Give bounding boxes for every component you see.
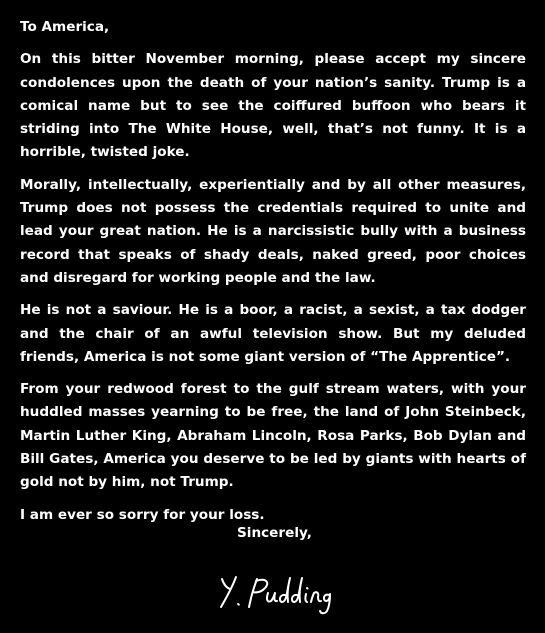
paragraph-5: I am ever so sorry for your loss. bbox=[20, 506, 265, 523]
paragraph-3: He is not a saviour. He is a boor, a racist, a sexist, a tax dodger and the chair of an awful television show. But my deluded friends, America is not some giant version of “The Apprentice”. bbox=[20, 302, 526, 365]
paragraph-2: Morally, intellectually, experientially and by all other measures, Trump does not possess the credentials required to unite and lead your great nation. He is a narcissistic bully with a business record that speaks of shady deals, naked greed, poor choices and disregard for working people and the law. bbox=[20, 176, 526, 286]
paragraph-4: From your redwood forest to the gulf stream waters, with your huddled masses yearning to be free, the land of John Steinbeck, Martin Luther King, Abraham Lincoln, Rosa Parks, Bob Dylan and Bill Gates, America you deserve to be led by giants with hearts of gold not by him, not Trump. bbox=[20, 381, 526, 491]
salutation: To America, bbox=[20, 19, 110, 35]
closing: Sincerely, bbox=[237, 525, 312, 541]
handwritten-signature bbox=[216, 571, 336, 615]
letter-body bbox=[20, 16, 526, 536]
signature-icon bbox=[216, 571, 336, 615]
paragraph-1: On this bitter November morning, please accept my sincere condolences upon the death of your nation’s sanity. Trump is a comical name but to see the coiffured buffoon who bears it striding into The White House, well, that’s not funny. It is a horrible, twisted joke. bbox=[20, 51, 526, 161]
